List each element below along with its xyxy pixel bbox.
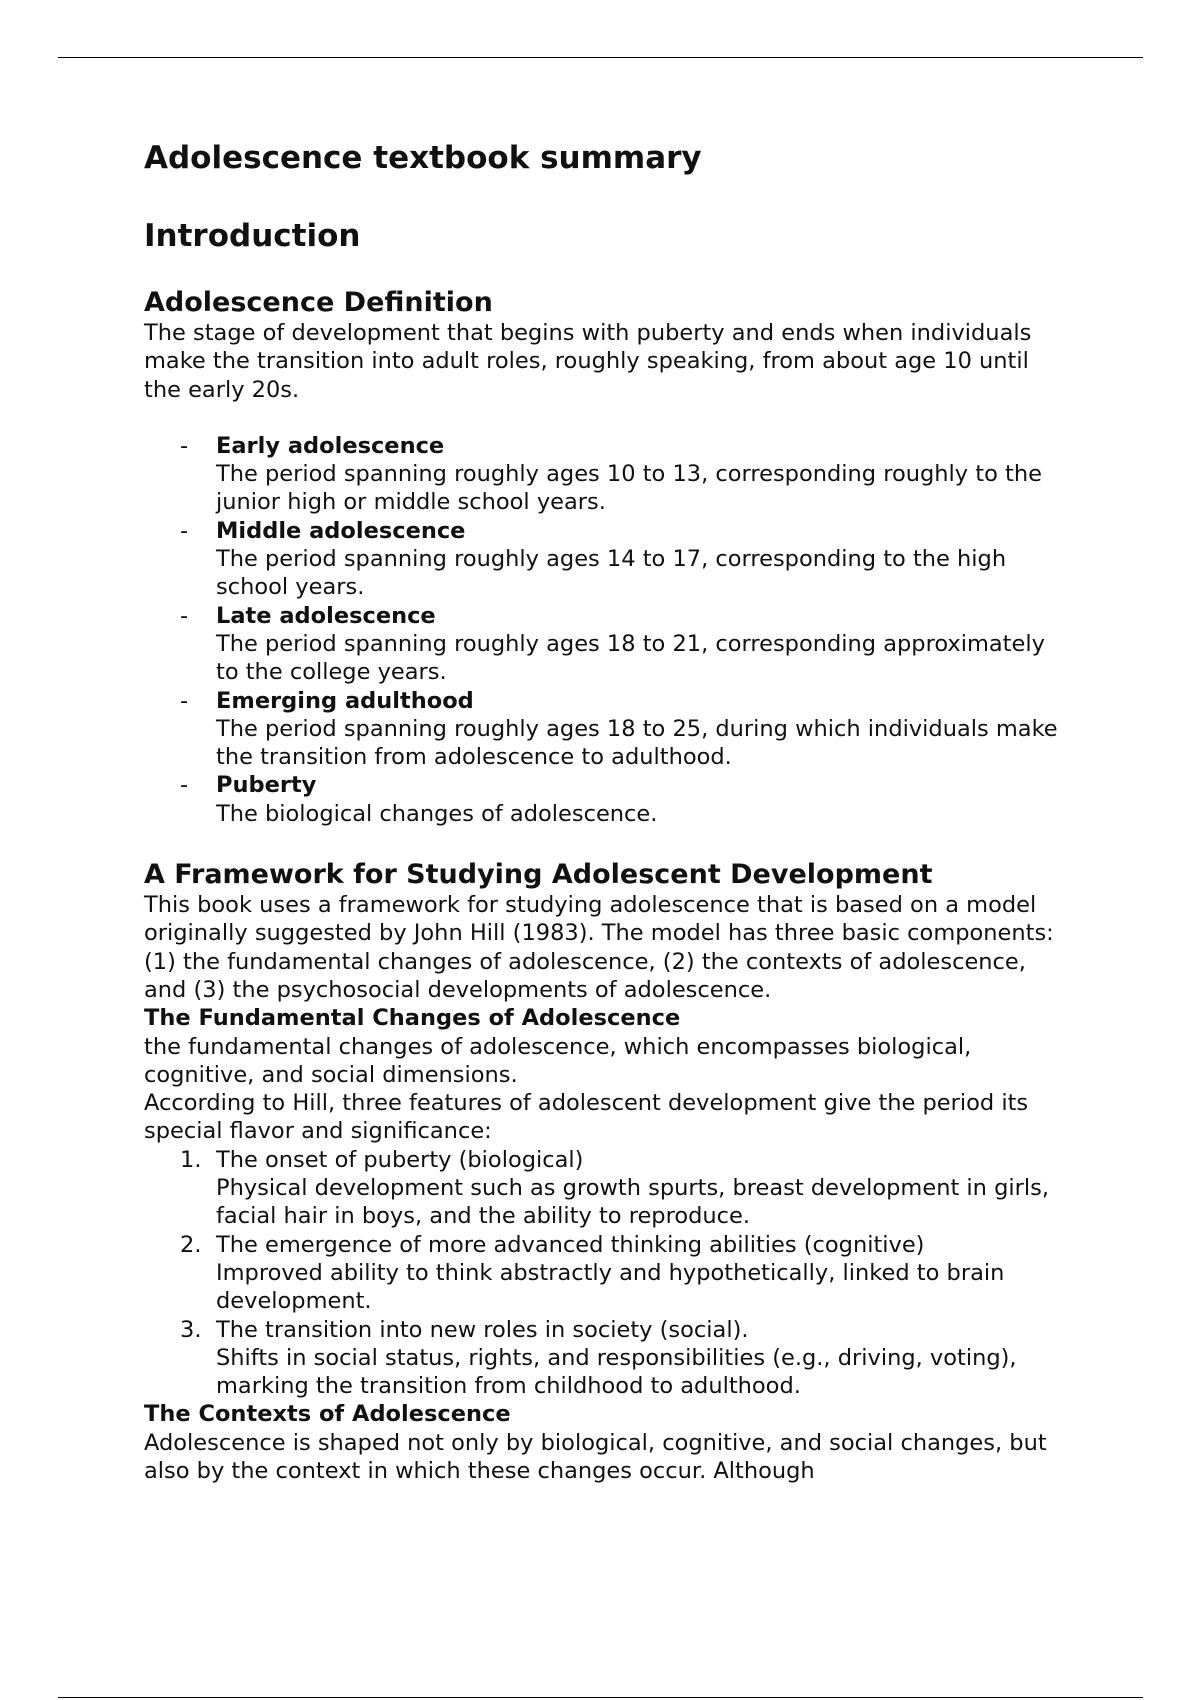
- list-item: [144, 771, 1064, 828]
- list-item: [144, 687, 1064, 772]
- framework-heading: A Framework for Studying Adolescent Development: [144, 859, 933, 891]
- stages-list: [144, 432, 1064, 828]
- term-description: The period spanning roughly ages 18 to 25, during which individuals make the transition from adolescence to adulthood.: [216, 715, 1058, 771]
- list-item: [144, 1231, 1064, 1316]
- feature-description: Improved ability to think abstractly and hypothetically, linked to brain development.: [216, 1259, 1005, 1315]
- term-description: The period spanning roughly ages 18 to 21, corresponding approximately to the college years.: [216, 630, 1045, 686]
- top-rule: [58, 57, 1143, 58]
- feature-title: The transition into new roles in society (social).: [216, 1316, 749, 1343]
- feature-description: Shifts in social status, rights, and responsibilities (e.g., driving, voting), marking the transition from childhood to adulthood.: [216, 1344, 1017, 1400]
- fundamental-changes-text: the fundamental changes of adolescence, which encompasses biological, cognitive, and social dimensions.: [144, 1033, 972, 1088]
- number-marker: 1.: [180, 1146, 202, 1173]
- list-item: [144, 1146, 1064, 1231]
- term-description: The period spanning roughly ages 10 to 13, corresponding roughly to the junior high or middle school years.: [216, 461, 1042, 516]
- term-label: Puberty: [216, 772, 317, 799]
- list-item: [144, 517, 1064, 602]
- term-label: Middle adolescence: [216, 517, 466, 544]
- dash-marker: -: [180, 602, 189, 629]
- number-marker: 2.: [180, 1231, 202, 1258]
- term-description: The biological changes of adolescence.: [216, 800, 658, 827]
- contexts-text: Adolescence is shaped not only by biological, cognitive, and social changes, but also by the context in which these changes occur. Although: [144, 1429, 1047, 1484]
- features-list: [144, 1146, 1064, 1401]
- feature-title: The onset of puberty (biological): [216, 1146, 584, 1173]
- bottom-rule: [58, 1697, 1143, 1698]
- list-item: [144, 602, 1064, 687]
- fundamental-changes-heading: The Fundamental Changes of Adolescence: [144, 1005, 681, 1032]
- feature-title: The emergence of more advanced thinking abilities (cognitive): [216, 1231, 925, 1258]
- term-label: Early adolescence: [216, 432, 445, 459]
- definition-text: The stage of development that begins with puberty and ends when individuals make the transition into adult roles, roughly speaking, from about age 10 until the early 20s.: [144, 320, 1032, 403]
- list-item: [144, 1316, 1064, 1401]
- feature-description: Physical development such as growth spurts, breast development in girls, facial hair in boys, and the ability to reproduce.: [216, 1175, 1050, 1230]
- hill-features-text: According to Hill, three features of adolescent development give the period its special flavor and significance:: [144, 1090, 1029, 1145]
- dash-marker: -: [180, 517, 189, 544]
- dash-marker: -: [180, 772, 189, 799]
- contexts-heading: The Contexts of Adolescence: [144, 1401, 511, 1428]
- framework-text: This book uses a framework for studying adolescence that is based on a model originally suggested by John Hill (1983). The model has three basic components: (1) the fundamental changes of adolescence, (2) the contexts of adolescence, and (3) the psychosocial developments of adolescence.: [144, 892, 1054, 1003]
- introduction-heading: Introduction: [144, 218, 361, 254]
- term-description: The period spanning roughly ages 14 to 17, corresponding to the high school years.: [216, 546, 1007, 601]
- term-label: Late adolescence: [216, 602, 436, 629]
- number-marker: 3.: [180, 1316, 202, 1343]
- document-title: Adolescence textbook summary: [144, 140, 702, 176]
- dash-marker: -: [180, 432, 189, 459]
- definition-heading: Adolescence Definition: [144, 287, 493, 318]
- document-body: [144, 287, 1064, 1485]
- term-label: Emerging adulthood: [216, 687, 474, 714]
- dash-marker: -: [180, 687, 189, 714]
- list-item: [144, 432, 1064, 517]
